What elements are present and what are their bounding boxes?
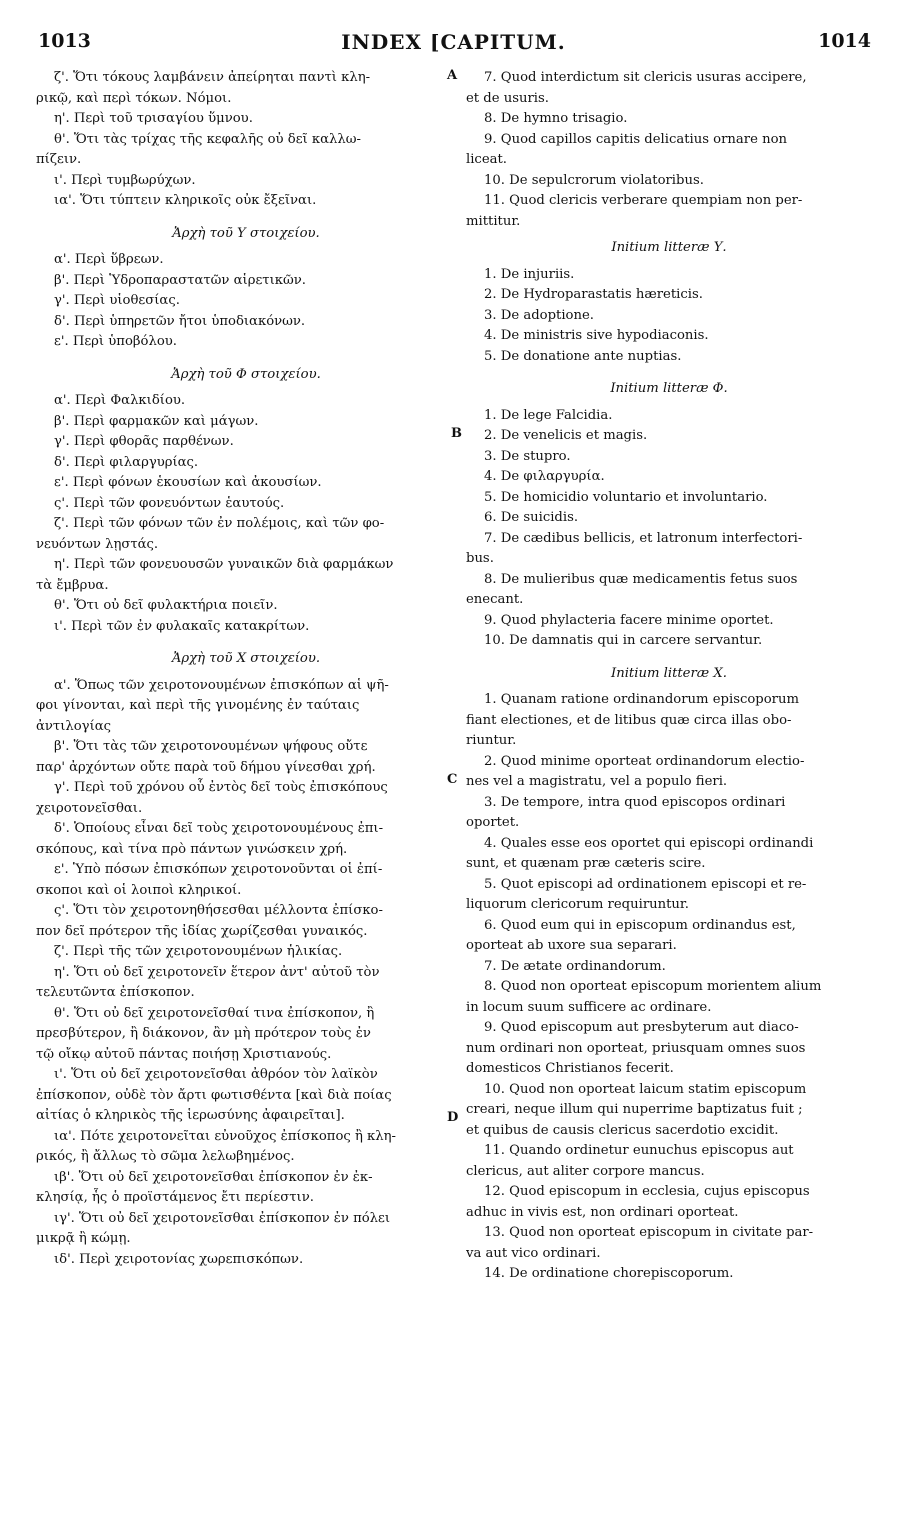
greek-entry-cont: ρικός, ἢ ἄλλως τὸ σῶμα λελωβημένος.	[36, 1149, 295, 1164]
page-title: INDEX [CAPITUM.	[341, 30, 566, 54]
greek-entry-cont: τὰ ἔμβρυα.	[36, 577, 109, 593]
greek-entry-cont: αἰτίας ὁ κληρικὸς τῆς ἱερωσύνης ἀφαιρεῖται].	[36, 1108, 345, 1123]
latin-entry: 3. De adoptione.	[484, 307, 594, 323]
greek-entry: β'. Ὅτι τὰς τῶν χειροτονουμένων ψήφους οὔτε	[54, 739, 368, 754]
latin-entry: 11. Quod clericis verberare quempiam non per-	[484, 193, 803, 208]
latin-entry: 5. Quot episcopi ad ordinationem episcopi et re-	[484, 876, 807, 892]
latin-entry-cont: clericus, aut aliter corpore mancus.	[466, 1163, 705, 1179]
greek-entry: ε'. Ὑπὸ πόσων ἐπισκόπων χειροτονοῦνται οἱ ἐπί-	[54, 862, 383, 877]
greek-entry: δ'. Περὶ φιλαργυρίας.	[54, 454, 199, 470]
latin-entry: 11. Quando ordinetur eunuchus episcopus aut	[484, 1143, 794, 1158]
latin-entry-cont: liquorum clericorum requiruntur.	[466, 897, 689, 912]
greek-entry: η'. Περὶ τοῦ τρισαγίου ὕμνου.	[54, 111, 253, 126]
greek-entry: ια'. Ὅτι τύπτειν κληρικοῖς οὐκ ἔξεῖναι.	[54, 193, 317, 208]
latin-entry-cont: sunt, et quænam præ cæteris scire.	[466, 856, 706, 871]
latin-entry: 5. De homicidio voluntario et involuntario.	[484, 489, 768, 505]
latin-entry-cont: riuntur.	[466, 733, 517, 748]
latin-entry: 9. Quod phylacteria facere minime oportet.	[484, 612, 774, 628]
greek-entry: γ'. Περὶ τοῦ χρόνου οὗ ἐντὸς δεῖ τοὺς ἐπισκόπους	[54, 780, 388, 795]
greek-entry: θ'. Ὅτι οὐ δεῖ χειροτονεῖσθαί τινα ἐπίσκοπον, ἢ	[54, 1005, 375, 1021]
greek-entry-cont: ρικῷ, καὶ περὶ τόκων. Νόμοι.	[36, 90, 232, 106]
latin-entry: 8. De hymno trisagio.	[484, 111, 628, 126]
greek-entry-cont: σκόπους, καὶ τίνα πρὸ πάντων γινώσκειν χρή.	[36, 841, 348, 857]
latin-entry: 10. Quod non oporteat laicum statim episcopum	[484, 1081, 807, 1097]
greek-entry: ε'. Περὶ ὑποβόλου.	[54, 334, 177, 349]
greek-entry-cont: μικρᾷ ἢ κώμῃ.	[36, 1231, 131, 1246]
greek-entry: ς'. Ὅτι τὸν χειροτονηθήσεσθαι μέλλοντα ἐπίσκο-	[54, 903, 383, 918]
greek-entry-cont: τελευτῶντα ἐπίσκοπον.	[36, 985, 195, 1000]
latin-entry: 1. De lege Falcidia.	[484, 407, 613, 423]
latin-entry: 10. De sepulcrorum violatoribus.	[484, 172, 704, 188]
greek-entry-cont: τῷ οἴκῳ αὐτοῦ πάντας ποιήσῃ Χριστιανούς.	[36, 1046, 332, 1062]
latin-entry: 7. De ætate ordinandorum.	[484, 958, 666, 974]
greek-entry: ζ'. Περὶ τῆς τῶν χειροτονουμένων ἡλικίας.	[54, 944, 343, 959]
latin-entry: 2. Quod minime oporteat ordinandorum electio-	[484, 753, 805, 769]
latin-entry-cont: fiant electiones, et de litibus quæ circa illas obo-	[466, 712, 792, 728]
greek-entry: β'. Περὶ φαρμακῶν καὶ μάγων.	[54, 413, 259, 429]
latin-entry: 5. De donatione ante nuptias.	[484, 348, 682, 364]
latin-entry: 9. Quod capillos capitis delicatius ornare non	[484, 131, 788, 147]
greek-entry: ς'. Περὶ τῶν φονευόντων ἑαυτούς.	[54, 495, 285, 511]
page-header	[0, 30, 907, 56]
greek-entry-cont: ἀντιλογίας	[36, 718, 112, 734]
latin-entry: 6. Quod eum qui in episcopum ordinandus est,	[484, 917, 796, 933]
greek-entry: ια'. Πότε χειροτονεῖται εὐνοῦχος ἐπίσκοπος ἢ κλη-	[54, 1128, 397, 1144]
latin-entry-cont: oporteat ab uxore sua separari.	[466, 938, 677, 953]
latin-entry-cont: et quibus de causis clericus sacerdotio excidit.	[466, 1122, 779, 1138]
latin-entry: 6. De suicidis.	[484, 510, 579, 525]
latin-entry-cont: nes vel a magistratu, vel a populo fieri.	[466, 774, 728, 789]
latin-entry: 1. Quanam ratione ordinandorum episcoporum	[484, 692, 799, 707]
greek-section-heading: Ἀρχὴ τοῦ Χ στοιχείου.	[171, 651, 321, 666]
latin-entry: 7. Quod interdictum sit clericis usuras accipere,	[484, 70, 807, 85]
greek-entry: α'. Περὶ ὕβρεων.	[54, 252, 164, 267]
greek-section-heading: Ἀρχὴ τοῦ Υ στοιχείου.	[172, 225, 320, 241]
greek-entry-cont: παρ' ἀρχόντων οὔτε παρὰ τοῦ δήμου γίνεσθαι χρή.	[36, 759, 376, 775]
greek-entry: ε'. Περὶ φόνων ἑκουσίων καὶ ἀκουσίων.	[54, 475, 322, 490]
greek-column	[36, 68, 459, 1270]
greek-entry: η'. Περὶ τῶν φονευουσῶν γυναικῶν διὰ φαρμάκων	[54, 557, 394, 572]
greek-entry: α'. Ὅπως τῶν χειροτονουμένων ἐπισκόπων αἱ ψῆ-	[54, 677, 389, 693]
page-number-left: 1013	[38, 30, 91, 52]
greek-entry-cont: ἐπίσκοπον, οὐδὲ τὸν ἄρτι φωτισθέντα [καὶ διὰ ποίας	[36, 1087, 392, 1103]
latin-entry-cont: creari, neque illum qui nuperrime baptizatus fuit ;	[466, 1102, 803, 1117]
latin-entry-cont: bus.	[466, 551, 494, 566]
latin-entry-cont: oportet.	[466, 815, 520, 830]
greek-entry: ι'. Ὅτι οὐ δεῖ χειροτονεῖσθαι ἀθρόον τὸν λαϊκὸν	[54, 1067, 378, 1082]
greek-entry: ζ'. Περὶ τῶν φόνων τῶν ἐν πολέμοις, καὶ τῶν φο-	[54, 516, 385, 531]
latin-entry: 1. De injuriis.	[484, 266, 575, 282]
greek-entry: ιγ'. Ὅτι οὐ δεῖ χειροτονεῖσθαι ἐπίσκοπον ἐν πόλει	[54, 1210, 391, 1226]
latin-entry: 12. Quod episcopum in ecclesia, cujus episcopus	[484, 1184, 810, 1199]
greek-entry: δ'. Ὁποίους εἶναι δεῖ τοὺς χειροτονουμένους ἐπι-	[54, 821, 384, 836]
latin-entry-cont: enecant.	[466, 592, 524, 607]
margin-marker-c: C	[447, 772, 458, 787]
latin-entry: 4. De ministris sive hypodiaconis.	[484, 328, 709, 343]
greek-entry: ι'. Περὶ τῶν ἐν φυλακαῖς κατακρίτων.	[54, 618, 310, 634]
latin-entry-cont: liceat.	[466, 152, 507, 167]
page-number-right: 1014	[818, 30, 871, 52]
greek-entry: γ'. Περὶ φθορᾶς παρθένων.	[54, 434, 234, 449]
latin-entry: 4. Quales esse eos oportet qui episcopi ordinandi	[484, 835, 814, 851]
greek-entry-cont: κλησίᾳ, ἧς ὁ προϊστάμενος ἔτι περίεστιν.	[36, 1190, 314, 1205]
latin-entry: 8. Quod non oporteat episcopum morientem alium	[484, 979, 822, 994]
latin-entry-cont: mittitur.	[466, 213, 521, 229]
latin-column	[466, 68, 872, 1285]
latin-entry: 3. De stupro.	[484, 448, 571, 464]
greek-entry-cont: σκοποι καὶ οἱ λοιποὶ κληρικοί.	[36, 882, 242, 898]
latin-entry: 2. De venelicis et magis.	[484, 428, 648, 443]
margin-marker-a: A	[447, 68, 458, 83]
greek-entry: ζ'. Ὅτι τόκους λαμβάνειν ἀπείρηται παντὶ κλη-	[54, 70, 371, 85]
latin-entry-cont: et de usuris.	[466, 90, 549, 106]
greek-entry: ιδ'. Περὶ χειροτονίας χωρεπισκόπων.	[54, 1251, 304, 1267]
greek-entry-cont: πον δεῖ πρότερον τῆς ἰδίας χωρίζεσθαι γυναικός.	[36, 923, 368, 939]
greek-entry: α'. Περὶ Φαλκιδίου.	[54, 393, 186, 408]
greek-entry: γ'. Περὶ υἱοθεσίας.	[54, 293, 180, 308]
latin-entry: 13. Quod non oporteat episcopum in civitate par-	[484, 1225, 814, 1240]
greek-entry-cont: χειροτονεῖσθαι.	[36, 800, 143, 816]
latin-entry: 4. De φιλαργυρία.	[484, 469, 605, 484]
greek-section-heading: Ἀρχὴ τοῦ Φ στοιχείου.	[171, 366, 321, 382]
greek-entry: θ'. Ὅτι οὐ δεῖ φυλακτήρια ποιεῖν.	[54, 598, 278, 613]
greek-entry-cont: πίζειν.	[36, 152, 82, 167]
latin-entry-cont: adhuc in vivis est, non ordinari oporteat.	[466, 1204, 739, 1220]
greek-entry-cont: νευόντων λῃστάς.	[36, 536, 159, 552]
latin-entry: 7. De cædibus bellicis, et latronum interfectori-	[484, 530, 803, 546]
latin-entry-cont: num ordinari non oporteat, priusquam omnes suos	[466, 1040, 806, 1056]
greek-entry: θ'. Ὅτι τὰς τρίχας τῆς κεφαλῆς οὐ δεῖ καλλω-	[54, 131, 361, 147]
latin-section-heading: Initium litteræ Υ.	[611, 240, 727, 255]
margin-marker-b: B	[451, 426, 462, 441]
latin-entry-cont: va aut vico ordinari.	[466, 1245, 601, 1261]
latin-entry: 8. De mulieribus quæ medicamentis fetus suos	[484, 571, 798, 587]
latin-section-heading: Initium litteræ Φ.	[610, 381, 728, 396]
greek-entry: η'. Ὅτι οὐ δεῖ χειροτονεῖν ἕτερον ἀντ' αὐτοῦ τὸν	[54, 964, 380, 980]
greek-entry-cont: πρεσβύτερον, ἢ διάκονον, ἂν μὴ πρότερον τοὺς ἐν	[36, 1026, 371, 1041]
latin-entry: 9. Quod episcopum aut presbyterum aut diaco-	[484, 1020, 799, 1035]
latin-entry: 14. De ordinatione chorepiscoporum.	[484, 1266, 734, 1281]
greek-entry: β'. Περὶ Ὑδροπαραστατῶν αἱρετικῶν.	[54, 272, 306, 288]
latin-entry: 10. De damnatis qui in carcere servantur.	[484, 633, 763, 648]
latin-entry-cont: domesticos Christianos fecerit.	[466, 1061, 674, 1076]
greek-entry: δ'. Περὶ ὑπηρετῶν ἤτοι ὑποδιακόνων.	[54, 313, 306, 329]
latin-entry: 2. De Hydroparastatis hæreticis.	[484, 287, 703, 302]
greek-entry-cont: φοι γίνονται, καὶ περὶ τῆς γινομένης ἐν ταύταις	[36, 698, 360, 713]
latin-section-heading: Initium litteræ X.	[611, 665, 727, 681]
greek-entry: ι'. Περὶ τυμβωρύχων.	[54, 172, 196, 188]
margin-marker-d: D	[447, 1110, 459, 1125]
greek-entry: ιβ'. Ὅτι οὐ δεῖ χειροτονεῖσθαι ἐπίσκοπον ἐν ἐκ-	[54, 1169, 373, 1185]
latin-entry-cont: in locum suum sufficere ac ordinare.	[466, 999, 712, 1015]
latin-entry: 3. De tempore, intra quod episcopos ordinari	[484, 794, 786, 810]
